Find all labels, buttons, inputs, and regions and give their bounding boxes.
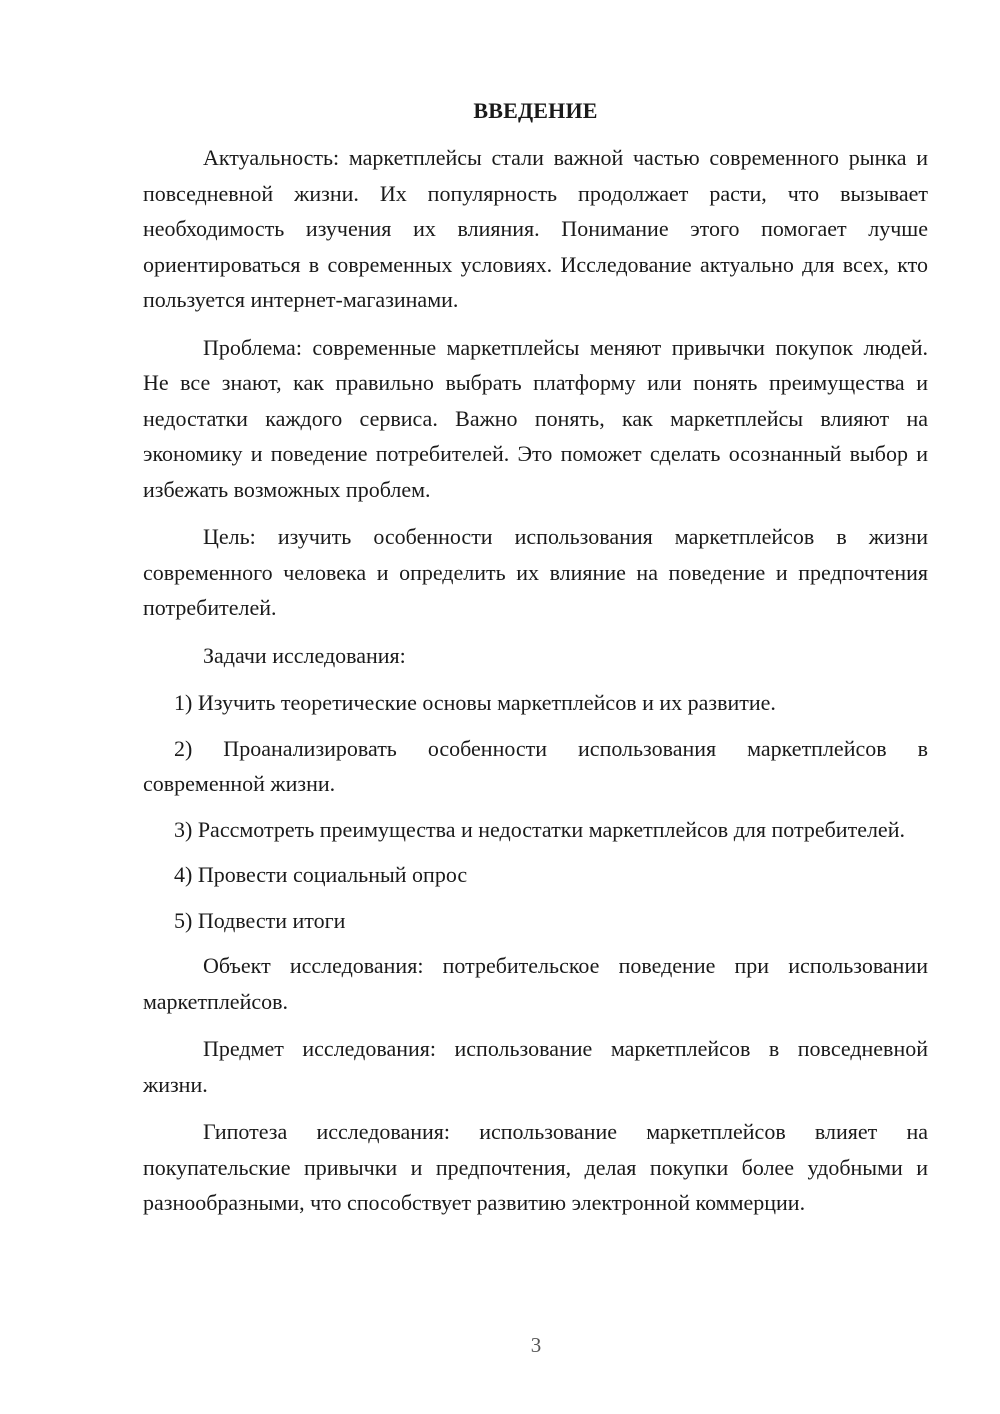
task-item: 1) Изучить теоретические основы маркетплейсов и их развитие. (174, 690, 776, 715)
relevance-paragraph: Актуальность: маркетплейсы стали важной частью современного рынка и повседневной жизни. Их популярность продолжает расти, что вызывает необходимость изучения их влияния. Понимание этого помогает лучше ориентироваться в современных условиях. Исследование актуально для всех, кто пользуется интернет-магазинами. (143, 145, 928, 312)
page-number: 3 (530, 1333, 542, 1357)
tasks-title: Задачи исследования: (203, 642, 406, 668)
task-item: 3) Рассмотреть преимущества и недостатки маркетплейсов для потребителей. (174, 816, 905, 842)
goal-paragraph: Цель: изучить особенности использования маркетплейсов в жизни современного человека и определить их влияние на поведение и предпочтения потребителей. (143, 524, 928, 620)
task-item: 2) Проанализировать особенности использования маркетплейсов в современной жизни. (143, 735, 928, 796)
task-item: 5) Подвести итоги (174, 907, 346, 933)
object-paragraph: Объект исследования: потребительское поведение при использовании маркетплейсов. (143, 953, 928, 1014)
page-content (143, 94, 928, 1233)
task-item: 4) Провести социальный опрос (174, 862, 468, 887)
section-heading: ВВЕДЕНИЕ (473, 98, 598, 123)
subject-paragraph: Предмет исследования: использование маркетплейсов в повседневной жизни. (143, 1036, 928, 1097)
hypothesis-paragraph: Гипотеза исследования: использование маркетплейсов влияет на покупательские привычки и предпочтения, делая покупки более удобными и разнообразными, что способствует развитию электронной коммерции. (143, 1119, 928, 1215)
problem-paragraph: Проблема: современные маркетплейсы меняют привычки покупок людей. Не все знают, как правильно выбрать платформу или понять преимущества и недостатки каждого сервиса. Важно понять, как маркетплейсы влияют на экономику и поведение потребителей. Это поможет сделать осознанный выбор и избежать возможных проблем. (143, 334, 928, 502)
